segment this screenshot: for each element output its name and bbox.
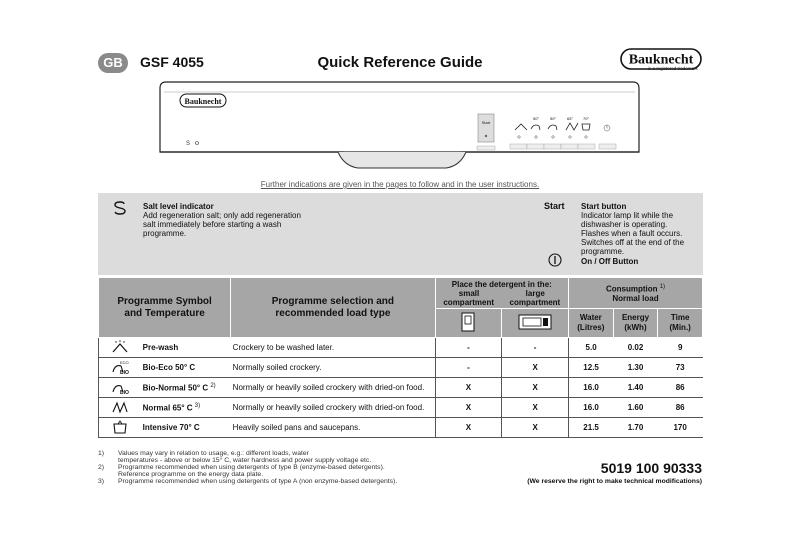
svg-text:BIO: BIO — [119, 389, 129, 395]
svg-text:ECO: ECO — [119, 359, 129, 365]
large-compartment-icon — [518, 314, 552, 330]
intensive-icon — [99, 418, 141, 438]
programme-table — [98, 277, 703, 438]
programme-desc: Normally or heavily soiled crockery with dried-on food. — [231, 378, 435, 398]
start-title: Start button — [581, 202, 627, 211]
further-indications-note: Further indications are given in the pages to follow and in the user instructions. — [260, 180, 540, 189]
svg-text:BIO: BIO — [119, 369, 129, 375]
programme-symbol-header: Programme Symbol and Temperature — [99, 278, 231, 338]
salt-text: Add regeneration salt; only add regeneration salt immediately before starting a wash programme. — [143, 211, 301, 238]
panel-start-label: Start — [481, 120, 491, 125]
energy-header: Energy (kWh) — [613, 309, 658, 338]
programme-desc: Normally soiled crockery. — [231, 358, 435, 378]
large-compartment-value: X — [502, 378, 569, 398]
onoff-title: On / Off Button — [581, 257, 639, 266]
water-value: 5.0 — [569, 338, 614, 358]
large-compartment-icon-cell — [502, 309, 569, 338]
water-value: 16.0 — [569, 378, 614, 398]
water-header: Water (Litres) — [569, 309, 614, 338]
panel-temp-3: 65° — [566, 116, 574, 121]
programme-name: Bio-Normal 50° C $^{2)}$ — [141, 378, 231, 398]
table-row — [99, 338, 703, 358]
large-compartment-value: X — [502, 398, 569, 418]
programme-name: Bio-Eco 50° C — [141, 358, 231, 378]
country-badge: GB — [98, 53, 128, 73]
small-compartment-value: X — [435, 418, 502, 438]
small-compartment-icon — [461, 312, 475, 332]
document-code: 5019 100 90333 — [600, 460, 702, 476]
programme-desc: Crockery to be washed later. — [231, 338, 435, 358]
small-compartment-value: - — [435, 358, 502, 378]
panel-temp-2: 50° — [549, 116, 557, 121]
legend-panel — [98, 193, 703, 275]
salt-title: Salt level indicator — [143, 202, 214, 211]
panel-temp-1: 50° — [532, 116, 540, 121]
model-number: GSF 4055 — [140, 54, 204, 70]
page-title: Quick Reference Guide — [317, 54, 483, 71]
programme-desc: Heavily soiled pans and saucepans. — [231, 418, 435, 438]
small-compartment-value: - — [435, 338, 502, 358]
small-compartment-icon-cell — [435, 309, 502, 338]
brand-logo-text: Bauknecht — [628, 52, 694, 68]
time-header: Time (Min.) — [658, 309, 703, 338]
programme-desc: Normally or heavily soiled crockery with dried-on food. — [231, 398, 435, 418]
bio-normal-icon — [99, 378, 141, 398]
start-symbol: Start — [544, 201, 565, 211]
water-value: 12.5 — [569, 358, 614, 378]
small-compartment-value: X — [435, 378, 502, 398]
power-icon — [548, 253, 562, 267]
table-row — [99, 418, 703, 438]
energy-value: 1.60 — [613, 398, 658, 418]
rights-note: (We reserve the right to make technical modifications) — [527, 478, 702, 485]
large-compartment-value: - — [502, 338, 569, 358]
water-value: 16.0 — [569, 398, 614, 418]
small-compartment-value: X — [435, 398, 502, 418]
trademark-note: is a registered trademark — [648, 66, 698, 71]
energy-value: 1.30 — [613, 358, 658, 378]
time-value: 170 — [658, 418, 703, 438]
energy-value: 1.70 — [613, 418, 658, 438]
table-row — [99, 378, 703, 398]
salt-icon — [113, 201, 127, 215]
panel-brand-text: Bauknecht — [184, 97, 222, 106]
panel-temp-4: 70° — [582, 116, 590, 121]
programme-name: Pre-wash — [141, 338, 231, 358]
svg-text:S: S — [186, 141, 191, 147]
time-value: 9 — [658, 338, 703, 358]
footnote-3: 3) Programme recommended when using detergents of type A (non enzyme-based detergents). — [98, 478, 398, 485]
water-value: 21.5 — [569, 418, 614, 438]
table-row — [99, 398, 703, 418]
normal-icon — [99, 398, 141, 418]
programme-name: Normal 65° C $^{3)}$ — [141, 398, 231, 418]
programme-name: Intensive 70° C — [141, 418, 231, 438]
table-row — [99, 358, 703, 378]
large-compartment-value: X — [502, 358, 569, 378]
programme-selection-header: Programme selection and recommended load type — [231, 278, 435, 338]
detergent-header: Place the detergent in the: small large compartment compartment — [435, 278, 568, 309]
panel-brand-logo — [180, 94, 226, 107]
time-value: 86 — [658, 398, 703, 418]
footnote-1: 1) Values may vary in relation to usage, e.g.: different loads, water temperatures - above or below 15° C, water hardness and power supply voltage etc. — [98, 450, 372, 464]
prewash-icon — [99, 338, 141, 358]
energy-value: 0.02 — [613, 338, 658, 358]
footnote-2: 2) Programme recommended when using detergents of type B (enzyme-based detergents). Reference programme on the energy data plate. — [98, 464, 385, 478]
consumption-header: Consumption $^{1)}$ Normal load — [569, 278, 703, 309]
energy-value: 1.40 — [613, 378, 658, 398]
large-compartment-value: X — [502, 418, 569, 438]
control-panel-illustration — [158, 80, 641, 170]
time-value: 86 — [658, 378, 703, 398]
bio-eco-icon — [99, 358, 141, 378]
start-text: Indicator lamp lit while the dishwasher is operating. Flashes when a fault occurs. Switches off at the end of the programme. — [581, 211, 685, 256]
time-value: 73 — [658, 358, 703, 378]
